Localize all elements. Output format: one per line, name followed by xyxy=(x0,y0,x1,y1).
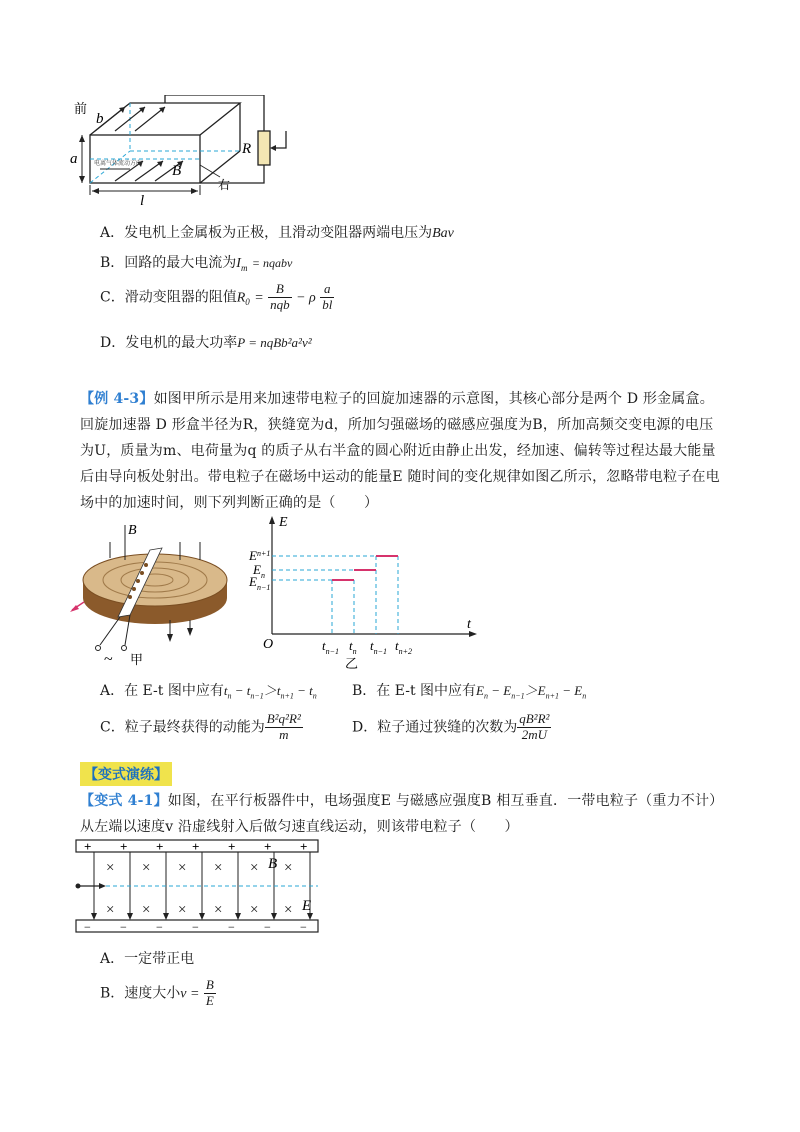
variant-text: 如图，在平行板器件中，电场强度E 与磁感应强度B 相互垂直．一带电粒子（重力不计）从左端以速度v 沿虚线射入后做匀速直线运动，则该带电粒子（ ） xyxy=(80,793,724,835)
section-title: 【变式演练】 xyxy=(80,762,172,786)
q2-option-d[interactable] xyxy=(352,712,551,743)
q1-option-a-text: A．发电机上金属板为正极，且滑动变阻器两端电压为 xyxy=(100,225,433,241)
q2-option-a-text: A．在 E-t 图中应有 xyxy=(100,683,224,699)
q2-option-c[interactable] xyxy=(100,712,303,743)
q1-option-c-frac2 xyxy=(320,282,334,313)
q2-option-c-text: C．粒子最终获得的动能为 xyxy=(100,719,265,736)
q3-option-b-text: B．速度大小 xyxy=(100,985,181,1002)
q1-option-c-text: C．滑动变阻器的阻值 xyxy=(100,289,237,306)
svg-text:×: × xyxy=(214,860,223,876)
inner-caption: 电离气体流动方向 xyxy=(94,161,143,167)
origin-label: O xyxy=(263,637,274,652)
q1-option-b-sub: m xyxy=(240,262,248,273)
q2-option-d-frac: $\frac{\text{qB²R²}}{2mU}$ xyxy=(519,711,550,742)
x-label-3: $t_{n-1}$ xyxy=(370,638,388,656)
q3-option-b-frac: $\frac{B}{E}$ xyxy=(205,977,214,1008)
svg-text:+: + xyxy=(192,839,200,854)
frac2-num: a xyxy=(320,282,334,298)
svg-text:×: × xyxy=(106,902,115,918)
label-l: l xyxy=(140,193,145,209)
svg-text:+: + xyxy=(156,839,164,854)
svg-text:+: + xyxy=(84,839,92,854)
y-label-2: $E_n$ xyxy=(253,562,265,580)
cyclotron-figure xyxy=(70,520,240,670)
svg-text:+: + xyxy=(228,839,236,854)
label-B: B xyxy=(172,163,182,179)
q1-option-c-frac1 xyxy=(268,282,292,313)
variant-paragraph xyxy=(80,788,725,840)
q2-option-d-text: D．粒子通过狭缝的次数为 xyxy=(352,719,518,736)
q1-option-a-math: Bav xyxy=(432,226,454,241)
q1-option-b-rhs: = nqabv xyxy=(251,256,293,270)
svg-text:×: × xyxy=(250,860,259,876)
q2-option-c-frac: $\frac{\text{B²q²R²}}{m}$ xyxy=(266,711,301,742)
svg-text:−: − xyxy=(228,920,235,934)
parallel-plate-figure xyxy=(72,838,322,938)
q2-option-a-math: $t_n - t_{n-1}>t_{n+1} - t_n$ xyxy=(223,683,317,701)
energy-time-graph xyxy=(245,512,485,672)
example-text: 如图甲所示是用来加速带电粒子的回旋加速器的示意图，其核心部分是两个 D 形金属盒。回旋加速器 D 形盒半径为R，狭缝宽为d，所加匀强磁场的磁感应强度为B，所加高频交变电源的电压为U，质量为m、电荷量为q 的质子从右半盒的圆心附近由静止出发，经加速、偏转等过程达最大能量后由导向板处射出。带电粒子在磁场中运动的能量E 随时间的变化规律如图乙所示，忽略带电粒子在电场中的加速时间，则下列判断正确的是（ ） xyxy=(80,391,720,511)
mhd-generator-figure xyxy=(70,95,310,215)
q3-option-a-text: A．一定带正电 xyxy=(100,951,195,967)
svg-text:×: × xyxy=(142,902,151,918)
frac1-den: nqb xyxy=(270,296,290,312)
svg-text:−: − xyxy=(264,920,271,934)
svg-text:×: × xyxy=(250,902,259,918)
svg-text:−: − xyxy=(192,920,199,934)
plates-label-B: B xyxy=(268,856,278,872)
svg-text:×: × xyxy=(178,860,187,876)
caption-left: 甲 xyxy=(130,652,144,667)
q2-option-b-math: $E_n - E_{n-1}>E_{n+1} - E_n$ xyxy=(476,683,587,701)
q1-option-c-lhs: R xyxy=(236,290,246,306)
cross-marks xyxy=(106,860,292,918)
q1-option-c-sub: 0 xyxy=(245,297,250,308)
q1-option-d-math: P = nqBb²a²v² xyxy=(237,335,312,350)
q1-option-c-eq: = xyxy=(254,290,264,306)
svg-text:−: − xyxy=(300,920,307,934)
frac1-num: B xyxy=(268,282,292,298)
cyclotron-label-B: B xyxy=(128,523,137,538)
label-right: 右 xyxy=(218,178,231,192)
q1-option-b[interactable] xyxy=(100,252,292,273)
svg-text:×: × xyxy=(142,860,151,876)
caption-right: 乙 xyxy=(345,656,359,671)
svg-text:×: × xyxy=(106,860,115,876)
q3-option-b-lhs: v = xyxy=(180,986,200,1002)
cyclotron-label-tilde: ~ xyxy=(104,651,113,668)
q1-option-b-lhs: I xyxy=(236,256,241,271)
label-b: b xyxy=(96,111,104,127)
axis-t-label: t xyxy=(467,617,471,632)
svg-text:×: × xyxy=(284,902,293,918)
label-R: R xyxy=(242,141,252,157)
label-a: a xyxy=(70,151,78,167)
svg-text:−: − xyxy=(156,920,163,934)
q3-option-a[interactable] xyxy=(100,948,194,968)
q1-option-c[interactable] xyxy=(100,282,334,313)
variant-tag: 【变式 4-1】 xyxy=(80,793,168,809)
q1-option-d[interactable] xyxy=(100,332,312,352)
x-label-4: $t_{n+2}$ xyxy=(395,638,413,656)
svg-text:×: × xyxy=(284,860,293,876)
frac2-den: bl xyxy=(322,296,333,312)
plates-label-E: E xyxy=(302,898,312,914)
axis-E-label: E xyxy=(279,515,288,530)
y-label-3: $E_{n-1}$ xyxy=(249,574,271,592)
q1-option-a[interactable] xyxy=(100,222,454,242)
q1-option-d-text: D．发电机的最大功率 xyxy=(100,335,238,351)
x-label-2: $t_n$ xyxy=(349,638,357,656)
x-label-1: $t_{n-1}$ xyxy=(322,638,340,656)
example-paragraph xyxy=(80,386,725,516)
y-label-1: $E^{n+1}$ xyxy=(249,548,271,563)
svg-text:+: + xyxy=(264,839,272,854)
q1-option-b-text: B．回路的最大电流为 xyxy=(100,255,237,271)
example-tag: 【例 4-3】 xyxy=(80,391,154,407)
svg-text:×: × xyxy=(178,902,187,918)
q3-option-b[interactable] xyxy=(100,978,216,1009)
svg-text:−: − xyxy=(84,920,91,934)
svg-text:+: + xyxy=(120,839,128,854)
q2-option-a[interactable] xyxy=(100,680,317,701)
label-front: 前 xyxy=(74,101,88,116)
svg-text:×: × xyxy=(214,902,223,918)
q2-option-b[interactable] xyxy=(352,680,586,701)
svg-text:−: − xyxy=(120,920,127,934)
q2-option-b-text: B．在 E-t 图中应有 xyxy=(352,683,477,699)
q1-option-c-minus: − ρ xyxy=(296,290,316,306)
svg-text:+: + xyxy=(300,839,308,854)
